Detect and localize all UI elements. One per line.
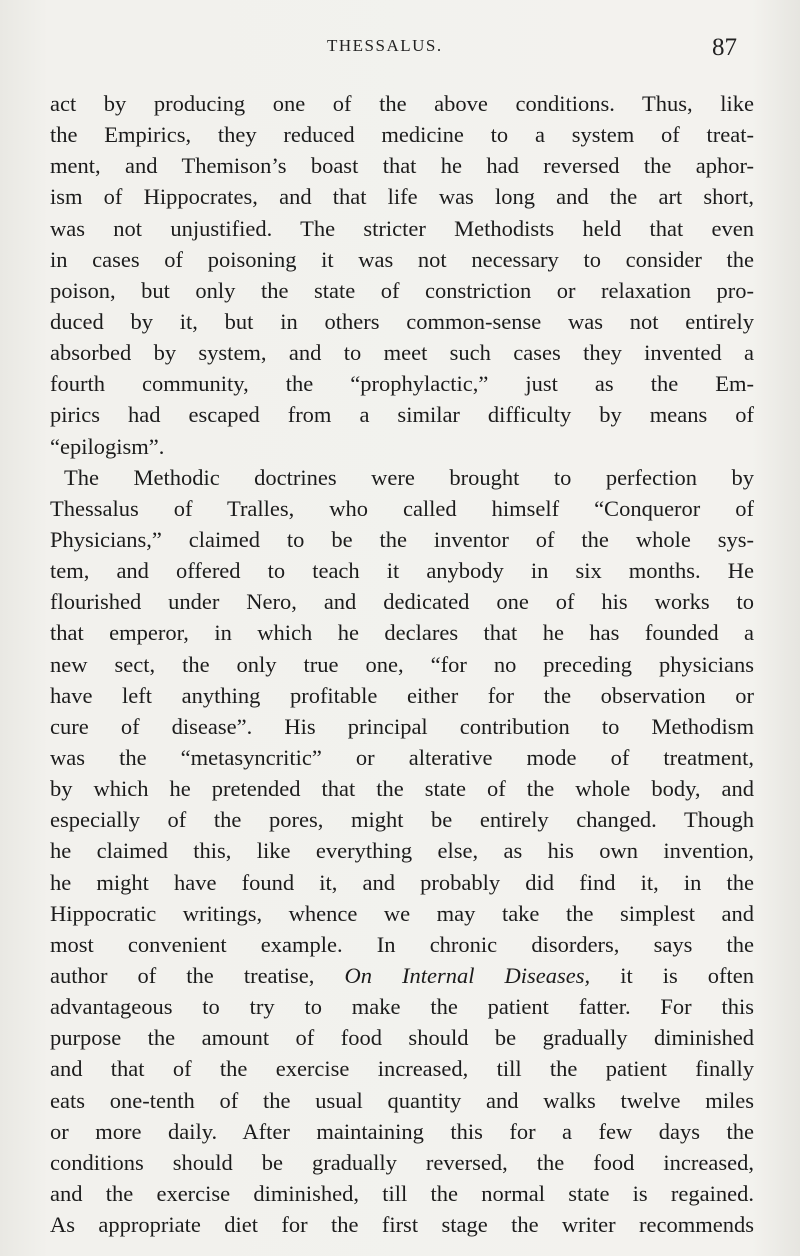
text-line: he might have found it, and probably did find it, in the — [50, 869, 754, 895]
text-line: duced by it, but in others common-sense was not entirely — [50, 308, 754, 334]
text-line: or more daily. After maintaining this for a few days the — [50, 1118, 754, 1144]
text-line: flourished under Nero, and dedicated one of his works to — [50, 589, 754, 615]
text-line: act by producing one of the above conditions. Thus, like — [50, 91, 754, 116]
text-line: pirics had escaped from a similar difficulty by means of — [50, 402, 754, 428]
text-line: tem, and offered to teach it anybody in six months. He — [50, 558, 754, 584]
text-line: fourth community, the “prophylactic,” just as the Em- — [50, 371, 754, 397]
text-line: and that of the exercise increased, till the patient finally — [50, 1056, 754, 1082]
text-line: especially of the pores, might be entirely changed. Though — [50, 807, 754, 833]
text-line: the Empirics, they reduced medicine to a system of treat- — [50, 122, 754, 148]
text-line: by which he pretended that the state of the whole body, and — [50, 776, 754, 802]
text-line: and the exercise diminished, till the normal state is regained. — [50, 1180, 754, 1206]
page-number: 87 — [712, 34, 737, 61]
running-title: THESSALUS. — [327, 36, 443, 55]
paragraph-first-line: The Methodic doctrines were brought to perfection by — [64, 464, 754, 490]
text-line: ism of Hippocrates, and that life was long and the art short, — [50, 184, 754, 210]
paragraph-end-line: “epilogism”. — [50, 433, 165, 459]
text-line: that emperor, in which he declares that he has founded a — [50, 620, 754, 646]
text-line: was the “metasyncritic” or alterative mode of treatment, — [50, 744, 754, 770]
text-line: conditions should be gradually reversed, the food increased, — [50, 1149, 754, 1175]
text-line: he claimed this, like everything else, as his own invention, — [50, 838, 754, 864]
text-line: purpose the amount of food should be gradually diminished — [50, 1025, 754, 1051]
text-line: absorbed by system, and to meet such cases they invented a — [50, 340, 754, 366]
text-line-with-title — [50, 960, 754, 991]
text-line: have left anything profitable either for the observation or — [50, 682, 754, 708]
text-line: cure of disease”. His principal contribution to Methodism — [50, 713, 754, 739]
line-lead: author of the treatise, — [50, 962, 315, 988]
text-line: in cases of poisoning it was not necessary to consider the — [50, 246, 754, 272]
text-line: Thessalus of Tralles, who called himself “Conqueror of — [50, 495, 754, 521]
text-line: Hippocratic writings, whence we may take the simplest and — [50, 900, 754, 926]
text-line: As appropriate diet for the first stage the writer recommends — [50, 1212, 754, 1238]
running-head — [0, 34, 800, 61]
text-line: new sect, the only true one, “for no preceding physicians — [50, 651, 754, 677]
text-line: advantageous to try to make the patient fatter. For this — [50, 994, 754, 1020]
text-line: eats one-tenth of the usual quantity and walks twelve miles — [50, 1087, 754, 1113]
line-tail: it is often — [620, 962, 755, 988]
text-line: ment, and Themison’s boast that he had reversed the aphor- — [50, 153, 754, 179]
text-line: poison, but only the state of constriction or relaxation pro- — [50, 277, 754, 303]
text-line: was not unjustified. The stricter Methodists held that even — [50, 215, 754, 241]
text-line: Physicians,” claimed to be the inventor of the whole sys- — [50, 526, 754, 552]
treatise-title: On Internal Diseases, — [344, 962, 591, 988]
body-text — [50, 88, 754, 1240]
text-line: most convenient example. In chronic disorders, says the — [50, 931, 754, 957]
